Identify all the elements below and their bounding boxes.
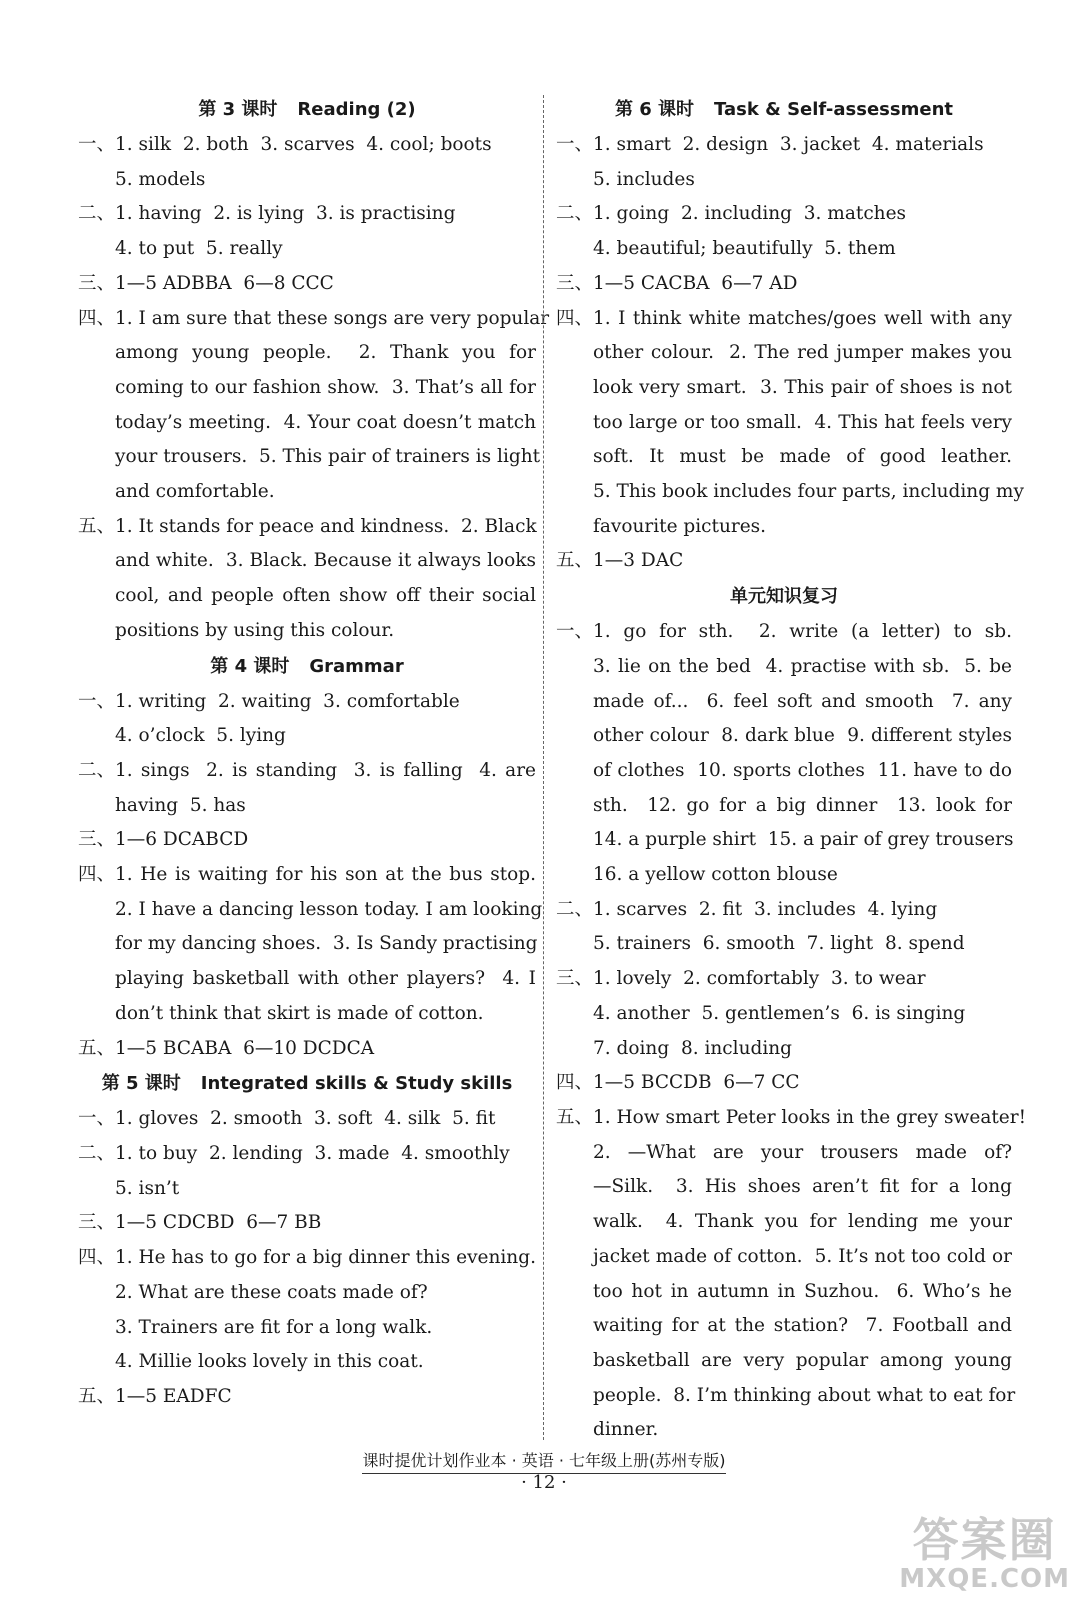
question-marker: 五、	[78, 1037, 116, 1059]
answer-line: 16. a yellow cotton blouse	[593, 864, 838, 886]
answer-line: 1. lovely 2. comfortably 3. to wear	[593, 968, 926, 990]
answer-item	[78, 754, 536, 823]
answer-line: 1. How smart Peter looks in the grey sweater!	[593, 1106, 1027, 1128]
question-marker: 三、	[78, 829, 116, 851]
question-marker: 二、	[78, 1142, 116, 1164]
watermark-logo: 答案圈 MXQE.COM	[899, 1513, 1070, 1594]
answer-line: for my dancing shoes. 3. Is Sandy practising	[115, 933, 538, 955]
answer-item	[78, 1102, 536, 1137]
answer-item	[556, 962, 1012, 1066]
answer-line: 5. isn’t	[115, 1177, 180, 1199]
question-marker: 四、	[556, 1072, 594, 1094]
answer-item	[78, 1241, 536, 1380]
answer-item	[556, 197, 1012, 266]
answer-line: 1. go for sth. 2. write (a letter) to sb.	[593, 621, 1012, 643]
answer-line: among young people. 2. Thank you for	[115, 342, 536, 364]
answer-line: 1—3 DAC	[593, 550, 684, 572]
answer-item	[78, 128, 536, 197]
answer-item	[556, 615, 1012, 893]
answer-line: 1. I am sure that these songs are very popular	[115, 307, 550, 329]
lesson5-heading: 第 5 课时 Integrated skills & Study skills	[101, 1073, 513, 1095]
answer-item	[556, 544, 1012, 579]
lesson3-heading: 第 3 课时 Reading (2)	[198, 99, 416, 120]
answer-line: today’s meeting. 4. Your coat doesn’t match	[115, 411, 536, 433]
answer-line: 1. It stands for peace and kindness. 2. Black	[115, 515, 537, 537]
answer-item	[78, 1032, 536, 1067]
question-marker: 二、	[556, 203, 594, 225]
answer-item	[78, 1380, 536, 1415]
answer-item	[78, 1206, 536, 1241]
answer-line: waiting for at the station? 7. Football and	[593, 1315, 1012, 1337]
right-column	[556, 92, 1027, 1448]
answer-line: —Silk. 3. His shoes aren’t fit for a long	[593, 1176, 1012, 1198]
answer-line: other colour 8. dark blue 9. different styles	[593, 725, 1012, 747]
answer-line: sth. 12. go for a big dinner 13. look for	[593, 794, 1012, 816]
answer-line: 1. sings 2. is standing 3. is falling 4. are	[115, 759, 536, 781]
question-marker: 五、	[556, 1106, 594, 1128]
answer-line: playing basketball with other players? 4. I	[115, 968, 536, 990]
answer-line: 4. Millie looks lovely in this coat.	[115, 1351, 424, 1373]
answer-line: 1—5 CACBA 6—7 AD	[593, 272, 798, 294]
answer-line: having 5. has	[115, 794, 246, 816]
question-marker: 一、	[556, 621, 594, 643]
answer-line: 4. to put 5. really	[115, 238, 283, 260]
answer-line: 5. trainers 6. smooth 7. light 8. spend	[593, 933, 965, 955]
answer-line: 2. What are these coats made of?	[115, 1281, 428, 1303]
answer-item	[556, 302, 1024, 545]
answer-line: of clothes 10. sports clothes 11. have to do	[593, 759, 1012, 781]
answer-line: 1—5 CDCBD 6—7 BB	[115, 1212, 322, 1234]
answer-item	[78, 267, 536, 302]
question-marker: 五、	[78, 515, 116, 537]
question-marker: 三、	[556, 968, 594, 990]
answer-line: 1. He has to go for a big dinner this evening.	[115, 1247, 536, 1269]
question-marker: 一、	[78, 690, 116, 712]
page-number: · 12 ·	[521, 1472, 567, 1493]
answer-line: made of... 6. feel soft and smooth 7. any	[593, 690, 1012, 712]
answer-item	[556, 1066, 1012, 1101]
answer-line: 2. I have a dancing lesson today. I am looking	[115, 898, 543, 920]
question-marker: 一、	[556, 134, 594, 155]
answer-line: 4. beautiful; beautifully 5. them	[593, 238, 896, 260]
answer-line: coming to our fashion show. 3. That’s all for	[115, 376, 536, 398]
review-heading: 单元知识复习	[730, 586, 838, 608]
answer-line: other colour. 2. The red jumper makes you	[593, 342, 1012, 364]
lesson4-heading: 第 4 课时 Grammar	[210, 655, 404, 677]
answer-line: 1. having 2. is lying 3. is practising	[115, 203, 456, 225]
answer-line: 1. silk 2. both 3. scarves 4. cool; boots	[115, 134, 492, 155]
answer-line: dinner.	[593, 1419, 659, 1441]
answer-line: 2. —What are your trousers made of?	[593, 1141, 1012, 1163]
answer-item	[78, 858, 543, 1032]
answer-line: 1—5 ADBBA 6—8 CCC	[115, 272, 334, 294]
answer-line: too hot in autumn in Suzhou. 6. Who’s he	[593, 1280, 1012, 1302]
question-marker: 四、	[78, 864, 116, 886]
question-marker: 三、	[556, 272, 594, 294]
left-column	[78, 92, 550, 1415]
answer-item	[78, 685, 536, 754]
question-marker: 三、	[78, 1212, 116, 1234]
answer-line: 1. going 2. including 3. matches	[593, 203, 907, 225]
question-marker: 一、	[78, 1108, 116, 1130]
lesson6-heading: 第 6 课时 Task & Self-assessment	[614, 99, 953, 120]
answer-line: 1. I think white matches/goes well with any	[593, 307, 1012, 329]
answer-item	[78, 823, 536, 858]
answer-line: 1—5 BCCDB 6—7 CC	[593, 1072, 800, 1094]
question-marker: 五、	[556, 550, 594, 572]
answer-line: 1—6 DCABCD	[115, 829, 249, 851]
answer-line: and comfortable.	[115, 481, 275, 503]
answer-line: too large or too small. 4. This hat feels very	[593, 411, 1012, 433]
answer-line: walk. 4. Thank you for lending me your	[593, 1211, 1012, 1233]
answer-line: soft. It must be made of good leather.	[593, 446, 1012, 468]
answer-line: look very smart. 3. This pair of shoes is not	[593, 376, 1012, 398]
answer-line: 5. includes	[593, 168, 695, 190]
answer-item	[556, 893, 1012, 962]
answer-line: 5. This book includes four parts, including my	[593, 481, 1024, 503]
answer-line: positions by using this colour.	[115, 619, 395, 641]
question-marker: 四、	[78, 307, 116, 329]
answer-line: jacket made of cotton. 5. It’s not too cold or	[593, 1245, 1012, 1267]
answer-item	[556, 1101, 1027, 1448]
question-marker: 一、	[78, 134, 116, 155]
question-marker: 四、	[78, 1247, 116, 1269]
answer-line: 1. writing 2. waiting 3. comfortable	[115, 690, 460, 712]
answer-line: 4. o’clock 5. lying	[115, 725, 286, 747]
column-divider	[543, 95, 544, 1440]
answer-line: 1. to buy 2. lending 3. made 4. smoothly	[115, 1142, 510, 1164]
answer-line: 1. smart 2. design 3. jacket 4. materials	[593, 134, 984, 155]
answer-item	[78, 197, 536, 266]
answer-item	[78, 1137, 536, 1206]
question-marker: 二、	[78, 759, 116, 781]
answer-line: 1—5 BCABA 6—10 DCDCA	[115, 1037, 375, 1059]
answer-line: 7. doing 8. including	[593, 1037, 793, 1059]
answer-line: 1. gloves 2. smooth 3. soft 4. silk 5. fit	[115, 1108, 496, 1130]
answer-line: 1. scarves 2. fit 3. includes 4. lying	[593, 898, 938, 920]
answer-item	[78, 510, 536, 649]
question-marker: 二、	[556, 898, 594, 920]
question-marker: 五、	[78, 1385, 116, 1407]
answer-line: 4. another 5. gentlemen’s 6. is singing	[593, 1002, 966, 1024]
answer-line: don’t think that skirt is made of cotton.	[115, 1002, 484, 1024]
answer-line: and white. 3. Black. Because it always looks	[115, 550, 536, 572]
question-marker: 二、	[78, 203, 116, 225]
answer-line: 1—5 EADFC	[115, 1385, 232, 1407]
book-footer: 课时提优计划作业本 · 英语 · 七年级上册(苏州专版)	[0, 1448, 1088, 1474]
answer-item	[556, 267, 1012, 302]
answer-line: 5. models	[115, 168, 206, 190]
answer-line: 3. lie on the bed 4. practise with sb. 5. be	[593, 655, 1012, 677]
answer-line: favourite pictures.	[593, 515, 767, 537]
answer-line: 14. a purple shirt 15. a pair of grey trousers	[593, 829, 1014, 851]
answer-line: people. 8. I’m thinking about what to eat for	[593, 1384, 1016, 1406]
answer-line: 1. He is waiting for his son at the bus stop.	[115, 864, 536, 886]
answer-item	[78, 302, 550, 510]
question-marker: 三、	[78, 272, 116, 294]
answer-line: 3. Trainers are fit for a long walk.	[115, 1316, 433, 1338]
answer-line: your trousers. 5. This pair of trainers is light	[115, 446, 541, 468]
answer-item	[556, 128, 1012, 197]
answer-line: basketball are very popular among young	[593, 1349, 1012, 1371]
answer-line: cool, and people often show off their social	[115, 585, 536, 607]
question-marker: 四、	[556, 307, 594, 329]
